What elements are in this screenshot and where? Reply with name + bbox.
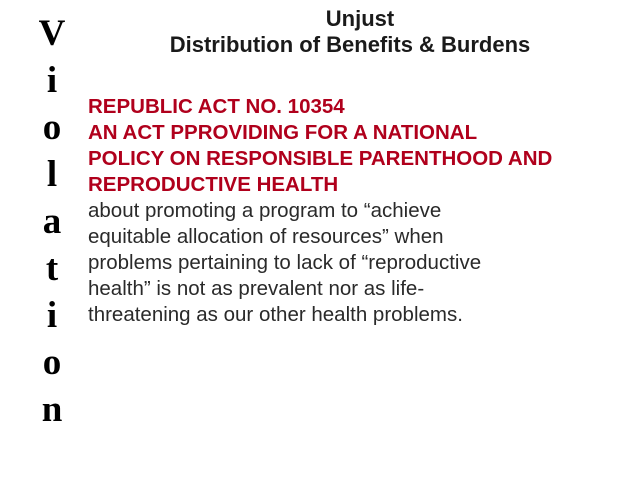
description-line: threatening as our other health problems. xyxy=(88,303,463,326)
vertical-letter: a xyxy=(42,201,62,242)
vertical-letter: n xyxy=(41,389,63,430)
vertical-letter: o xyxy=(42,342,62,383)
act-line: AN ACT PPROVIDING FOR A NATIONAL xyxy=(88,121,478,144)
vertical-letter: i xyxy=(46,295,58,336)
act-line: REPUBLIC ACT NO. 10354 xyxy=(88,95,345,118)
vertical-letter: l xyxy=(46,154,58,195)
vertical-letter: o xyxy=(42,107,62,148)
vertical-letter: i xyxy=(46,60,58,101)
vertical-letter: t xyxy=(45,248,59,289)
description-line: health” is not as prevalent nor as life- xyxy=(88,277,425,300)
description-line: problems pertaining to lack of “reproductive xyxy=(88,251,482,274)
description-line: about promoting a program to “achieve xyxy=(88,199,442,222)
act-description xyxy=(88,198,628,328)
act-heading xyxy=(88,94,628,198)
slide-title xyxy=(90,6,610,58)
title-line-unjust: Unjust xyxy=(325,6,395,31)
vertical-word-violation xyxy=(36,10,76,433)
vertical-letter: V xyxy=(38,13,66,54)
slide-body xyxy=(88,94,628,328)
title-line-distribution: Distribution of Benefits & Burdens xyxy=(169,32,531,57)
act-line: REPRODUCTIVE HEALTH xyxy=(88,173,339,196)
description-line: equitable allocation of resources” when xyxy=(88,225,444,248)
act-line: POLICY ON RESPONSIBLE PARENTHOOD AND xyxy=(88,147,553,170)
